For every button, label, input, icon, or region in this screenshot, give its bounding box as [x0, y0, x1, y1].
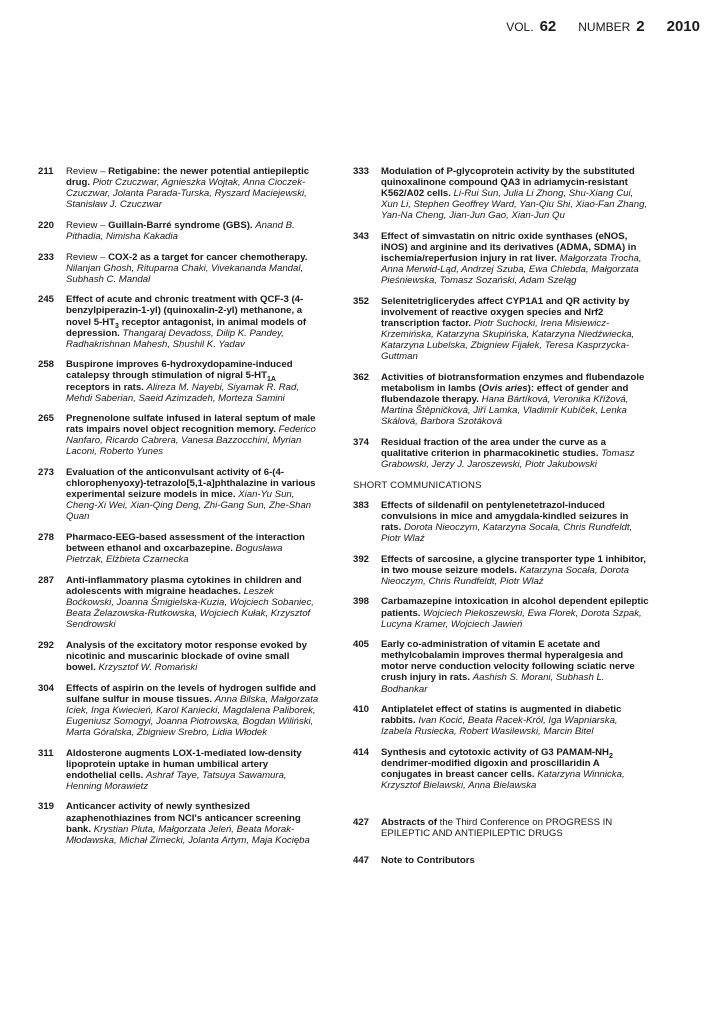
page-number: 273	[38, 467, 55, 479]
authors: Nilanjan Ghosh, Rituparna Chaki, Vivekananda Mandal, Subhash C. Mandal	[66, 262, 304, 285]
article-title-part: ): effect of gender and flubendazole therapy.	[381, 383, 629, 406]
toc-entry[interactable]	[353, 296, 649, 363]
toc-entry[interactable]	[38, 359, 320, 403]
page-number: 311	[38, 747, 54, 759]
authors: Małgorzata Trocha, Anna Merwid-Ląd, Andrzej Szuba, Ewa Chlebda, Małgorzata Pieśniewska, Tomasz Sozański, Adam Szeląg	[381, 253, 642, 287]
issue-number: 2	[636, 18, 645, 35]
article-title: Antiplatelet effect of statins is augmented in diabetic rabbits.	[381, 704, 622, 727]
article-title: Aldosterone augments LOX-1-mediated low-density lipoprotein uptake in human umbilical artery endothelial cells.	[66, 747, 302, 781]
number-label: NUMBER	[578, 20, 631, 34]
authors: Xian-Yu Sun, Cheng-Xi Wei, Xian-Qing Deng, Zhi-Gang Sun, Zhe-Shan Quan	[66, 489, 312, 523]
review-label: Review –	[66, 251, 109, 263]
page-number: 405	[353, 639, 370, 651]
masthead	[506, 18, 700, 35]
toc-entry[interactable]	[353, 372, 649, 427]
page-number: 410	[353, 704, 370, 716]
vol-label: VOL.	[506, 20, 534, 34]
authors: Bogusława Pietrzak, Elżbieta Czarnecka	[66, 543, 283, 566]
authors: Aashish S. Morani, Subhash L. Bodhankar	[381, 672, 605, 695]
article-title-part: Activities of biotransformation enzymes and flubendazole metabolism in lambs (	[381, 372, 645, 395]
abstracts-subtitle: the Third Conference on PROGRESS IN EPILEPTIC AND ANTIEPILEPTIC DRUGS	[381, 816, 613, 839]
authors: Anna Bilska, Małgorzata Iciek, Inga Kwiecień, Karol Kaniecki, Magdalena Paliborek, Eugeniusz Somogyi, Joanna Piotrowska, Bogdan Wiliński, Marta Góralska, Zbigniew Srebro, Lidia Włodek	[66, 693, 319, 738]
title-italic: Ovis aries	[481, 383, 528, 395]
vol-number: 62	[539, 18, 557, 35]
toc-entry[interactable]	[353, 554, 649, 587]
page-number: 374	[353, 436, 370, 448]
toc-entry-note[interactable]	[353, 855, 649, 866]
page-number: 292	[38, 639, 55, 651]
article-title: Carbamazepine intoxication in alcohol dependent epileptic patients.	[381, 596, 649, 619]
page-number: 304	[38, 682, 55, 694]
authors: Katarzyna Winnicka, Krzysztof Bielawski, Anna Bielawska	[381, 769, 625, 792]
toc-entry[interactable]	[38, 532, 320, 565]
toc-entry-abstracts[interactable]	[353, 817, 649, 839]
page-number: 258	[38, 359, 55, 371]
authors: Krzysztof W. Romański	[98, 661, 198, 673]
toc-entry[interactable]	[353, 500, 649, 544]
page-number: 319	[38, 801, 55, 813]
authors: Dorota Nieoczym, Katarzyna Socała, Chris Rundfeldt, Piotr Wlaź	[381, 521, 633, 545]
authors: Li-Rui Sun, Julia Li Zhong, Shu-Xiang Cui, Xun Li, Stephen Geoffrey Ward, Yan-Qiu Shi, Xiao-Fan Zhang, Yan-Na Cheng, Jian-Jun Gao, Xian-Jun Qu	[381, 188, 648, 222]
authors: Piotr Suchocki, Irena Misiewicz-Krzemińska, Katarzyna Skupińska, Katarzyna Niedźwiecka, Katarzyna Lubelska, Zbigniew Fijałek, Teresa Kasprzycka-Guttman	[381, 318, 635, 363]
contents-left-column	[38, 166, 320, 855]
article-title-part: Buspirone improves 6-hydroxydopamine-induced catalepsy through stimulation of nigral 5-HT	[66, 359, 293, 382]
article-title: Residual fraction of the area under the curve as a qualitative criterion in pharmacokinetic studies.	[381, 436, 606, 460]
article-title: Retigabine: the newer potential antiepileptic drug.	[66, 166, 310, 189]
article-title: Effects of aspirin on the levels of hydrogen sulfide and sulfane sulfur in mouse tissues.	[66, 682, 317, 705]
article-title: Pregnenolone sulfate infused in lateral septum of male rats impairs novel object recognition memory.	[66, 413, 316, 436]
authors: Hana Bártíková, Veronika Křížová, Martina Štěpničková, Jiří Lamka, Vladimír Kubíček, Lenka Skálová, Barbora Szotáková	[381, 394, 629, 428]
article-title: Anti-inflammatory plasma cytokines in children and adolescents with migraine headaches.	[66, 574, 302, 597]
authors: Thangaraj Devadoss, Dilip K. Pandey, Radhakrishnan Mahesh, Shushil K. Yadav	[66, 327, 284, 350]
article-title: Evaluation of the anticonvulsant activity of 6-(4-chlorophenyoxy)-tetrazolo[5,1-a]phthalazine in various experimental seizure models in mice.	[66, 467, 316, 501]
toc-entry[interactable]	[38, 413, 320, 457]
section-heading: SHORT COMMUNICATIONS	[353, 479, 482, 491]
abstracts-title: Abstracts of	[381, 816, 437, 828]
page-number: 245	[38, 294, 55, 306]
year: 2010	[666, 18, 700, 35]
toc-entry[interactable]	[38, 748, 320, 792]
article-title: Effects of sarcosine, a glycine transporter type 1 inhibitor, in two mouse seizure models.	[381, 553, 646, 576]
page-number: 352	[353, 295, 370, 307]
toc-entry[interactable]	[38, 294, 320, 349]
article-title: Selenitetriglicerydes affect CYP1A1 and QR activity by involvement of reactive oxygen species and Nrf2 transcription factor.	[381, 295, 630, 330]
article-title: Pharmaco-EEG-based assessment of the interaction between ethanol and oxcarbazepine.	[66, 532, 305, 555]
authors: Ashraf Taye, Tatsuya Sawamura, Henning Morawietz	[66, 769, 287, 792]
title-subscript: 2	[608, 752, 613, 760]
article-title-part: dendrimer-modified digoxin and proscillaridin A conjugates in breast cancer cells.	[381, 758, 600, 781]
toc-entry[interactable]	[38, 640, 320, 673]
toc-entry[interactable]	[353, 704, 649, 737]
page-number: 414	[353, 746, 370, 758]
authors: Tomasz Grabowski, Jerzy J. Jaroszewski, Piotr Jakubowski	[381, 448, 635, 471]
article-title: Modulation of P-glycoprotein activity by the substituted quinoxalinone compound QA3 in adriamycin-resistant K562/A02 cells.	[381, 166, 635, 200]
contents-right-column	[353, 166, 649, 875]
authors: Piotr Czuczwar, Agnieszka Wojtak, Anna Cioczek-Czuczwar, Jolanta Parada-Turska, Ryszard Maciejewski, Stanisław J. Czuczwar	[66, 177, 307, 211]
toc-entry[interactable]	[353, 166, 649, 221]
toc-entry[interactable]	[353, 437, 649, 470]
article-title: COX-2 as a target for cancer chemotherapy.	[108, 251, 308, 263]
article-title-part: receptor antagonist, in animal models of depression.	[66, 316, 307, 339]
authors: Krystian Pluta, Małgorzata Jeleń, Beata Morak-Młodawska, Michał Zimecki, Jolanta Artym, Maja Kocięba	[66, 823, 310, 846]
page-number: 333	[353, 166, 370, 177]
toc-entry[interactable]	[38, 801, 320, 845]
toc-entry[interactable]	[38, 220, 320, 242]
article-title: Effects of sildenafil on pentylenetetrazol-induced convulsions in mice and amygdala-kindled seizures in rats.	[381, 499, 629, 533]
article-title: Anticancer activity of newly synthesized azaphenothiazines from NCI's anticancer screening bank.	[66, 801, 301, 835]
authors: Wojciech Piekoszewski, Ewa Florek, Dorota Szpak, Lucyna Kramer, Wojciech Jawień	[381, 607, 642, 630]
page-number: 211	[38, 166, 54, 177]
article-title: Early co-administration of vitamin E acetate and methylcobalamin improves thermal hyperalgesia and motor nerve conduction velocity following sciatic nerve crush injury in rats.	[381, 639, 635, 684]
toc-entry[interactable]	[353, 231, 649, 286]
authors: Ivan Kocić, Beata Racek-Król, Iga Wapniarska, Izabela Rusiecka, Robert Wasilewski, Marcin Bitel	[381, 715, 618, 738]
authors: Leszek Boćkowski, Joanna Śmigielska-Kuzia, Wojciech Sobaniec, Beata Żelazowska-Rutkowska, Wojciech Kułak, Krzysztof Sendrowski	[66, 585, 314, 631]
page-number: 220	[38, 219, 55, 231]
page-number: 278	[38, 532, 55, 544]
page-number: 383	[353, 499, 370, 511]
toc-entry[interactable]	[353, 747, 649, 791]
page-number: 265	[38, 413, 55, 425]
page-number: 233	[38, 251, 55, 263]
article-title-part: Synthesis and cytotoxic activity of G3 PAMAM-NH	[381, 746, 609, 758]
page-number: 398	[353, 596, 370, 608]
toc-entry[interactable]	[38, 467, 320, 522]
authors: Anand B. Pithadia, Nimisha Kakadia	[66, 219, 295, 242]
page-number: 362	[353, 372, 370, 383]
page-number: 427	[353, 816, 370, 828]
toc-entry[interactable]	[353, 596, 649, 629]
article-title: Analysis of the excitatory motor response evoked by nicotinic and muscarinic blockade of ovine small bowel.	[66, 639, 307, 673]
review-label: Review –	[66, 219, 109, 231]
toc-entry[interactable]	[38, 252, 320, 285]
article-title-part: Effect of acute and chronic treatment with QCF-3 (4-benzylpiperazin-1-yl) (quinoxalin-2-yl) methanone, a novel 5-HT	[66, 294, 304, 328]
title-subscript: 1A	[266, 376, 276, 384]
toc-entry[interactable]	[38, 166, 320, 210]
page-number: 392	[353, 553, 370, 565]
authors: Alireza M. Nayebi, Siyamak R. Rad, Mehdi Saberian, Saeid Azimzadeh, Morteza Samini	[66, 381, 300, 404]
toc-entry[interactable]	[353, 639, 649, 694]
page-number: 287	[38, 574, 55, 586]
article-title: Guillain-Barré syndrome (GBS).	[108, 219, 253, 231]
authors: Katarzyna Socała, Dorota Nieoczym, Chris Rundfeldt, Piotr Wlaź	[381, 564, 629, 587]
review-label: Review –	[66, 166, 109, 177]
article-title: Effect of simvastatin on nitric oxide synthases (eNOS, iNOS) and arginine and its derivatives (ADMA, SDMA) in ischemia/reperfusion injury in rat liver.	[381, 230, 637, 265]
article-title-part: receptors in rats.	[66, 381, 144, 393]
toc-entry[interactable]	[38, 683, 320, 738]
title-subscript: 3	[115, 322, 119, 330]
authors: Federico Nanfaro, Ricardo Cabrera, Vanesa Bazzocchini, Myrian Laconi, Roberto Yunes	[66, 424, 316, 458]
page-number: 343	[353, 230, 370, 242]
note-title: Note to Contributors	[381, 854, 475, 866]
toc-entry[interactable]	[38, 575, 320, 630]
page-number: 447	[353, 854, 370, 866]
